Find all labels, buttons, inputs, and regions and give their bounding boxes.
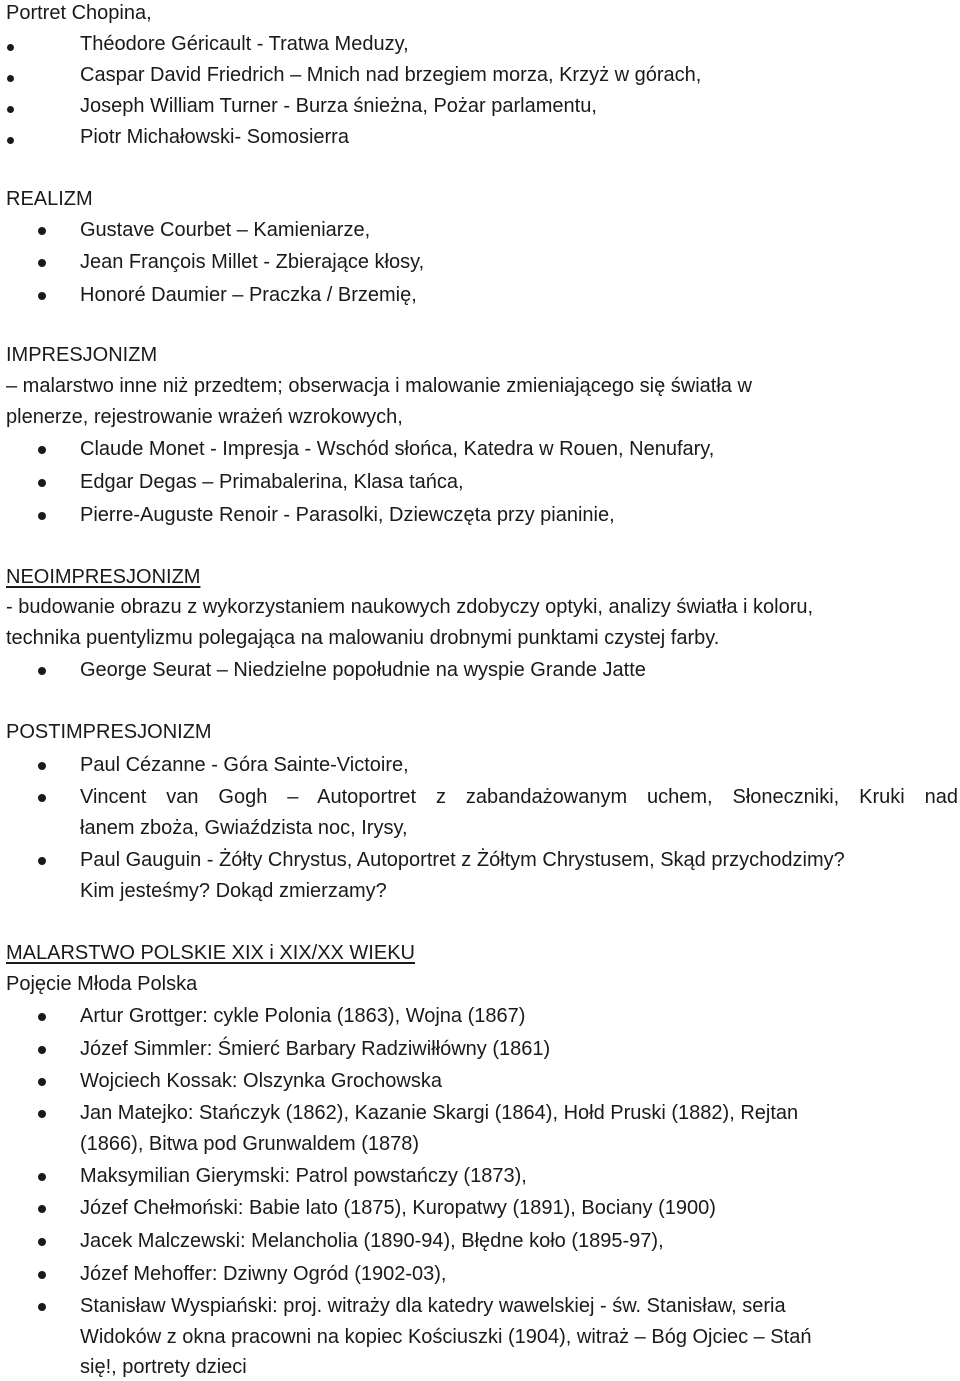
bullet-icon [38,1173,46,1181]
bullet-icon [38,512,46,520]
bullet-icon [7,75,14,82]
list-item: George Seurat – Niedzielne popołudnie na wyspie Grande Jatte [80,659,646,681]
list-item: Jacek Malczewski: Melancholia (1890-94), Błędne koło (1895-97), [80,1230,664,1252]
bullet-icon [38,1271,46,1279]
bullet-icon [38,667,46,675]
section-heading-realism: REALIZM [6,188,93,210]
bullet-icon [7,44,14,51]
list-item: Piotr Michałowski- Somosierra [80,126,349,148]
list-item-continuation: Kim jesteśmy? Dokąd zmierzamy? [80,880,387,902]
section-heading-postimpressionism: POSTIMPRESJONIZM [6,721,212,743]
list-item: Jean François Millet - Zbierające kłosy, [80,251,425,273]
bullet-icon [38,1013,46,1021]
bullet-icon [38,446,46,454]
list-item: Gustave Courbet – Kamieniarze, [80,219,371,241]
bullet-icon [38,227,46,235]
bullet-icon [38,857,46,865]
bullet-icon [38,479,46,487]
bullet-icon [38,1303,46,1311]
bullet-icon [38,762,46,770]
list-item: Józef Simmler: Śmierć Barbary Radziwiłłówny (1861) [80,1038,551,1060]
section-heading-polish-painting: MALARSTWO POLSKIE XIX i XIX/XX WIEKU [6,942,415,964]
section-description: technika puentylizmu polegająca na malowaniu drobnymi punktami czystej farby. [6,627,720,649]
list-item: Pierre-Auguste Renoir - Parasolki, Dziewczęta przy pianinie, [80,504,615,526]
section-heading-impressionism: IMPRESJONIZM [6,344,158,366]
list-item-continuation: Widoków z okna pracowni na kopiec Kościuszki (1904), witraż – Bóg Ojciec – Stań [80,1326,812,1348]
list-item: Caspar David Friedrich – Mnich nad brzegiem morza, Krzyż w górach, [80,64,702,86]
list-item: Edgar Degas – Primabalerina, Klasa tańca, [80,471,464,493]
list-item: Józef Mehoffer: Dziwny Ogród (1902-03), [80,1263,447,1285]
bullet-icon [38,1046,46,1054]
section-heading-neoimpressionism: NEOIMPRESJONIZM [6,566,201,588]
bullet-icon [7,137,14,144]
bullet-icon [38,1238,46,1246]
list-item: Paul Cézanne - Góra Sainte-Victoire, [80,754,409,776]
list-item: Joseph William Turner - Burza śnieżna, Pożar parlamentu, [80,95,597,117]
section-description: plenerze, rejestrowanie wrażeń wzrokowych, [6,406,403,428]
bullet-icon [38,1078,46,1086]
list-item: Józef Chełmoński: Babie lato (1875), Kuropatwy (1891), Bociany (1900) [80,1197,716,1219]
list-item: Jan Matejko: Stańczyk (1862), Kazanie Skargi (1864), Hołd Pruski (1882), Rejtan [80,1102,799,1124]
list-item: Honoré Daumier – Praczka / Brzemię, [80,284,417,306]
section-subheading: Pojęcie Młoda Polska [6,973,198,995]
list-item: Vincent van Gogh – Autoportret z zabandażowanym uchem, Słoneczniki, Kruki nad [80,786,958,808]
list-item-continuation: łanem zboża, Gwiaździsta noc, Irysy, [80,817,408,839]
bullet-icon [38,292,46,300]
bullet-icon [38,1205,46,1213]
list-item: Stanisław Wyspiański: proj. witraży dla katedry wawelskiej - św. Stanisław, seria [80,1295,786,1317]
bullet-icon [38,1110,46,1118]
section-intro: Portret Chopina, [6,2,152,24]
bullet-icon [7,106,14,113]
list-item: Paul Gauguin - Żółty Chrystus, Autoportret z Żółtym Chrystusem, Skąd przychodzimy? [80,849,845,871]
list-item: Maksymilian Gierymski: Patrol powstańczy (1873), [80,1165,527,1187]
list-item: Théodore Géricault - Tratwa Meduzy, [80,33,409,55]
section-description: - budowanie obrazu z wykorzystaniem naukowych zdobyczy optyki, analizy światła i koloru, [6,596,814,618]
list-item: Wojciech Kossak: Olszynka Grochowska [80,1070,442,1092]
bullet-icon [38,259,46,267]
list-item: Artur Grottger: cykle Polonia (1863), Wojna (1867) [80,1005,526,1027]
list-item: Claude Monet - Impresja - Wschód słońca, Katedra w Rouen, Nenufary, [80,438,715,460]
bullet-icon [38,794,46,802]
list-item-continuation: (1866), Bitwa pod Grunwaldem (1878) [80,1133,420,1155]
list-item-continuation: się!, portrety dzieci [80,1356,247,1378]
section-description: – malarstwo inne niż przedtem; obserwacja i malowanie zmieniającego się światła w [6,375,752,397]
